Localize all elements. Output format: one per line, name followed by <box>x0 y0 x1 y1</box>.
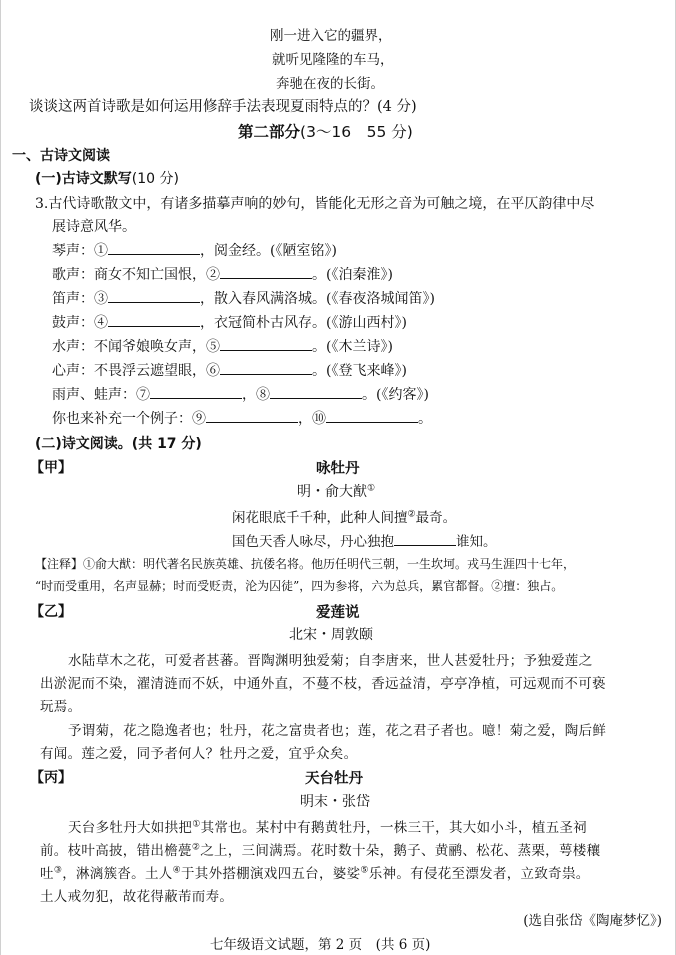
item-tail: 。(《木兰诗》) <box>312 339 393 355</box>
yi-author: 北宋・周敦颐 <box>289 627 373 643</box>
jia-line-2 <box>232 530 497 550</box>
jia-author <box>297 481 375 501</box>
answer-blank-10[interactable] <box>326 408 418 423</box>
blank-number: ④ <box>94 315 108 331</box>
footnote-mark: ③ <box>53 865 63 876</box>
q3-intro-line-2: 展诗意风华。 <box>52 219 136 235</box>
yi-p1-line-2: 出淤泥而不染，濯清涟而不妖，中通外直，不蔓不枝，香远益清，亭亭净植，可远观而不可亵 <box>40 676 606 692</box>
poem-line-3: 奔驰在夜的长街。 <box>276 76 384 92</box>
bing-line-3 <box>40 862 590 882</box>
sub-one-title: (一)古诗文默写 <box>35 171 132 187</box>
fill-item-yusheng-washeng <box>52 384 429 404</box>
answer-blank-4[interactable] <box>108 312 200 327</box>
bing-line-3-part: 于其外搭棚演戏四五台，婆娑 <box>180 866 361 882</box>
yi-p1-line-1: 水陆草木之花，可爱者甚蕃。晋陶渊明独爱菊；自李唐来，世人甚爱牡丹；予独爱莲之 <box>68 653 593 669</box>
fill-item-xinsheng <box>52 360 407 380</box>
item-given-text: 不畏浮云遮望眼， <box>94 363 206 379</box>
jia-line-2-text: 国色天香人咏尽，丹心独抱 <box>232 534 394 550</box>
bing-line-3-part: ，淋漓簇沓。土人 <box>62 866 173 882</box>
sub-one-score: (10 分) <box>131 171 179 187</box>
page-border-left <box>0 0 1 955</box>
item-tail: 。(《登飞来峰》) <box>312 363 407 379</box>
answer-blank-7[interactable] <box>150 384 242 399</box>
item-label: 笛声： <box>52 291 94 307</box>
item-label: 鼓声： <box>52 315 94 331</box>
item-label: 水声： <box>52 339 94 355</box>
part-score: (3～16 55 分) <box>300 123 413 141</box>
fill-item-disheng <box>52 288 435 308</box>
jia-note-line-1: 【注释】①俞大猷：明代著名民族英雄、抗倭名将。他历任明代三朝，一生坎坷。戎马生涯四十七年， <box>35 557 576 571</box>
jia-author-name: 明・俞大猷 <box>297 484 367 500</box>
bing-title: 天台牡丹 <box>305 771 363 787</box>
item-label: 你也来补充一个例子： <box>52 411 192 427</box>
item-label: 琴声： <box>52 243 94 259</box>
blank-number: ⑦ <box>136 387 150 403</box>
item-tail: ，散入春风满洛城。(《春夜洛城闻笛》) <box>200 291 435 307</box>
item-tail: 。(《约客》) <box>362 387 429 403</box>
bing-author: 明末・张岱 <box>300 794 370 810</box>
blank-number: ⑤ <box>206 339 220 355</box>
fill-item-gusheng <box>52 312 407 332</box>
bing-line-3-text: 吐 <box>40 866 54 882</box>
poem-line-2: 就听见隆隆的车马， <box>272 52 394 68</box>
bing-line-2-tail: 之上，三间满焉。花时数十朵，鹅子、黄鹂、松花、蒸栗，萼楼穰 <box>200 843 601 859</box>
blank-number: ⑥ <box>206 363 220 379</box>
jia-line-2-tail: 谁知。 <box>456 534 497 550</box>
blank-number: ① <box>94 243 108 259</box>
item-tail: ，阅金经。(《陋室铭》) <box>200 243 337 259</box>
blank-number: ⑧ <box>256 387 270 403</box>
bing-line-2 <box>40 839 600 859</box>
item-given-text: 不闻爷娘唤女声， <box>94 339 206 355</box>
answer-blank-8[interactable] <box>270 384 362 399</box>
item-given-text: 商女不知亡国恨， <box>94 267 206 283</box>
item-tail: 。 <box>418 411 432 427</box>
bing-line-1 <box>68 816 587 836</box>
part-title: 第二部分 <box>238 123 301 141</box>
fill-item-qinsheng <box>52 240 337 260</box>
section-one-heading: 一、古诗文阅读 <box>12 148 110 164</box>
jia-line-1 <box>232 506 456 526</box>
bing-source: (选自张岱《陶庵梦忆》) <box>523 913 662 929</box>
footnote-mark: ⑤ <box>360 865 369 876</box>
item-tail: 。(《泊秦淮》) <box>312 267 393 283</box>
page-footer: 七年级语文试题，第 2 页 (共 6 页) <box>210 937 431 953</box>
jia-title: 咏牡丹 <box>316 461 360 477</box>
footnote-mark: ① <box>367 483 376 494</box>
blank-number: ⑨ <box>192 411 206 427</box>
sub-two-heading: (二)诗文阅读。(共 17 分) <box>35 436 202 452</box>
yi-title: 爱莲说 <box>316 605 360 621</box>
bing-line-2-text: 前。枝叶高披，错出檐甍 <box>40 843 192 859</box>
bing-line-1-text: 天台多牡丹大如拱把 <box>68 820 193 836</box>
yi-p1-line-3: 玩焉。 <box>40 699 82 715</box>
bing-tag: 【丙】 <box>30 770 72 786</box>
blank-number: ② <box>206 267 220 283</box>
yi-p2-line-1: 予谓菊，花之隐逸者也；牡丹，花之富贵者也；莲，花之君子者也。噫！菊之爱，陶后鲜 <box>68 723 607 739</box>
answer-blank-1[interactable] <box>108 240 200 255</box>
yi-tag: 【乙】 <box>30 604 72 620</box>
fill-item-own-example <box>52 408 432 428</box>
jia-line-1-text: 闲花眼底千千种，此种人间擅 <box>232 510 408 526</box>
item-label: 雨声、蛙声： <box>52 387 136 403</box>
jia-tag: 【甲】 <box>30 460 72 476</box>
bing-line-3-tail: 乐神。有侵花至漂发者，立致奇祟。 <box>368 866 590 882</box>
jia-line-1-tail: 最奇。 <box>415 510 457 526</box>
bing-line-1-tail: 其常也。某村中有鹅黄牡丹，一株三干，其大如小斗，植五圣祠 <box>200 820 587 836</box>
footnote-mark: ② <box>191 842 201 853</box>
answer-blank-3[interactable] <box>108 288 200 303</box>
sub-one-heading <box>35 168 179 188</box>
answer-blank-6[interactable] <box>220 360 312 375</box>
yi-p2-line-2: 有闻。莲之爱，同予者何人？牡丹之爱，宜乎众矣。 <box>40 746 358 762</box>
footnote-mark: ① <box>192 819 201 830</box>
blank-number: ③ <box>94 291 108 307</box>
item-label: 歌声： <box>52 267 94 283</box>
item-separator: ， <box>298 411 312 427</box>
poem-line-1: 刚一进入它的疆界， <box>270 28 392 44</box>
fill-item-gesheng <box>52 264 393 284</box>
jia-blank[interactable] <box>394 531 456 546</box>
fill-item-shuisheng <box>52 336 393 356</box>
item-tail: ，衣冠简朴古风存。(《游山西村》) <box>200 315 407 331</box>
item-label: 心声： <box>52 363 94 379</box>
answer-blank-5[interactable] <box>220 336 312 351</box>
item-separator: ， <box>242 387 256 403</box>
jia-note-line-2: “时而受重用，名声显赫；时而受贬责，沦为囚徒”，四为参将，六为总兵，累官都督。②擅：独占。 <box>35 579 564 593</box>
answer-blank-9[interactable] <box>206 408 298 423</box>
previous-question: 谈谈这两首诗歌是如何运用修辞手法表现夏雨特点的？(4 分) <box>29 99 417 115</box>
footnote-mark: ② <box>407 509 416 520</box>
footnote-mark: ④ <box>172 865 181 876</box>
part-heading <box>238 120 413 142</box>
q3-intro-line-1: 3.古代诗歌散文中，有诸多描摹声响的妙句，皆能化无形之音为可触之境，在平仄韵律中尽 <box>35 196 595 212</box>
blank-number: ⑩ <box>312 411 326 427</box>
answer-blank-2[interactable] <box>220 264 312 279</box>
bing-line-4: 土人戒勿犯，故花得蔽芾而寿。 <box>40 889 234 905</box>
